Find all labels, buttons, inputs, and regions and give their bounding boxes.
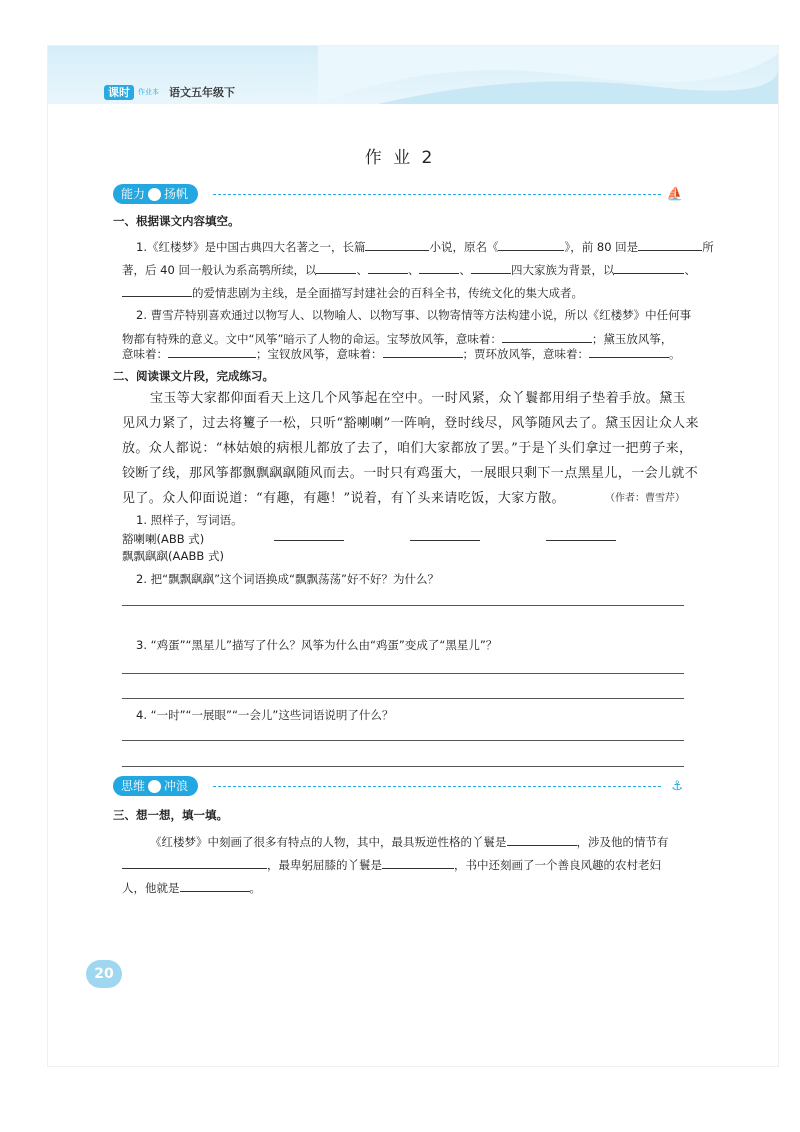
banner-label-b: 扬帆 [164,187,189,201]
s3-text-c: ，最卑躬屈膝的丫鬟是 [267,858,382,872]
answer-line-q3-1[interactable] [122,673,684,674]
section2-heading: 二、阅读课文片段，完成练习。 [113,369,274,383]
s3-text-e: 人，他就是 [122,881,180,895]
anchor-icon: ⚓ [671,779,683,794]
blank-jiahuan[interactable] [589,344,669,358]
s2-q1: 1. 照样子，写词语。 [136,513,243,527]
blank-rebel-maid[interactable] [507,832,577,846]
banner-label-a: 能力 [121,187,146,201]
s3-text-a: 《红楼梦》中刻画了很多有特点的人物，其中，最具叛逆性格的丫鬟是 [150,835,507,849]
q1-text-g: 的爱情悲剧为主线，是全面描写封建社会的百科全书，传统文化的集大成者。 [192,286,583,300]
q2-text-d: 意味着： [122,347,168,361]
answer-line-q4-2[interactable] [122,766,684,767]
blank-original-name[interactable] [498,237,564,251]
s3-line1 [150,832,669,852]
q2-line1: 2. 曹雪芹特别喜欢通过以物写人、以物喻人、以物写事、以物寄情等方法构建小说，所以《红楼梦》中任何事 [136,308,692,322]
q2-text-b: 物都有特殊的意义。文中“风筝”暗示了人物的命运。宝琴放风筝，意味着： [122,332,502,346]
answer-line-q2[interactable] [122,605,684,606]
blank-baochai[interactable] [383,344,463,358]
sail-icon [148,188,161,201]
q1-line1 [136,237,714,257]
s2-q1-abb: 豁喇喇(ABB 式) [122,532,205,546]
blank-family-4[interactable] [471,260,511,274]
blank-abb-1[interactable] [274,527,344,541]
blank-abb-3[interactable] [546,527,616,541]
grade-label: 语文五年级下 [169,86,235,99]
blank-plot[interactable] [122,855,267,869]
q1-text-b: 小说，原名《 [429,240,499,254]
blank-main-line[interactable] [614,260,684,274]
s2-q1-aabb: 飘飘飖飖(AABB 式) [122,549,224,563]
page-number: 20 [86,960,122,988]
q2-line3 [122,344,681,364]
blank-old-woman[interactable] [180,878,250,892]
s3-text-f: 。 [249,881,261,895]
passage-line-4: 铰断了线，那风筝都飘飘飖飖随风而去。一时只有鸡蛋大，一展眼只剩下一点黑星儿，一会儿就不 [122,466,699,481]
banner-pill [113,776,198,796]
blank-family-1[interactable] [316,260,356,274]
brand-subtitle: 作业本 [138,88,159,96]
q1-text-e: 著，后 40 回一般认为系高鹗所续，以 [122,263,317,277]
q2-text-c: ；黛玉放风筝， [591,332,673,346]
banner-label-b: 冲浪 [164,779,189,793]
blank-baoqin[interactable] [502,329,592,343]
header-wave-decoration [318,46,778,104]
passage-author: （作者：曹雪芹） [605,493,685,504]
q2-text-e: ；宝钗放风筝，意味着： [256,347,383,361]
blank-love-story[interactable] [122,283,192,297]
section-banner-thinking [113,776,683,796]
q1-text-f: 四大家族为背景，以 [510,263,615,277]
passage-line-2: 见风力紧了，过去将籰子一松，只听“豁喇喇”一阵响，登时线尽，风筝随风去了。黛玉因让众人来 [122,416,699,431]
assignment-title: 作 业 2 [364,148,436,168]
s2-q4: 4. “一时”“一展眼”“一会儿”这些词语说明了什么？ [136,708,394,722]
s3-text-d: ，书中还刻画了一个善良风趣的农村老妇 [454,858,661,872]
s3-line3 [122,878,261,898]
banner-dash-line [213,194,661,195]
section-banner-ability [113,184,683,204]
blank-genre[interactable] [365,237,429,251]
ship-icon: ⛵ [666,187,683,202]
s3-text-b: ，涉及他的情节有 [576,835,669,849]
blank-servile-maid[interactable] [382,855,454,869]
section1-heading: 一、根据课文内容填空。 [113,214,240,228]
passage-line-1: 宝玉等大家都仰面看天上这几个风筝起在空中。一时风紧，众丫鬟都用绢子垫着手放。黛玉 [150,391,687,406]
blank-family-2[interactable] [368,260,408,274]
banner-pill [113,184,198,204]
q1-line3 [122,283,583,303]
banner-label-a: 思维 [121,779,146,793]
passage-line-5: 见了。众人仰面说道：“有趣，有趣！”说着，有丫头来请吃饭，大家方散。 [122,491,565,506]
s2-q3: 3. “鸡蛋”“黑星儿”描写了什么？风筝为什么由“鸡蛋”变成了“黑星儿”？ [136,638,498,652]
q2-text-f: ；贾环放风筝，意味着： [462,347,589,361]
brand-logo: 课时 [104,85,134,100]
q2-text-g: 。 [669,347,681,361]
banner-dash-line [213,786,661,787]
answer-line-q4-1[interactable] [122,740,684,741]
blank-author[interactable] [638,237,702,251]
s3-line2 [122,855,661,875]
q1-text-a: 1.《红楼梦》是中国古典四大名著之一，长篇 [136,240,366,254]
s2-q2: 2. 把“飘飘飖飖”这个词语换成“飘飘荡荡”好不好？为什么？ [136,572,439,586]
q1-line2: 著，后 40 回一般认为系高鹗所续，以 、 、 、 四大家族为背景，以 、 [122,260,696,280]
section3-heading: 三、想一想，填一填。 [113,808,228,822]
q1-text-d: 所 [702,240,714,254]
globe-icon [148,780,161,793]
passage-line-3: 放。众人都说：“林姑娘的病根儿都放了去了，咱们大家都放了罢。”于是丫头们拿过一把剪子来， [122,441,693,456]
brand-mark [104,84,235,100]
answer-line-q3-2[interactable] [122,698,684,699]
q1-text-c: 》，前 80 回是 [564,240,639,254]
blank-abb-2[interactable] [410,527,480,541]
blank-family-3[interactable] [419,260,459,274]
blank-daiyu[interactable] [168,344,256,358]
